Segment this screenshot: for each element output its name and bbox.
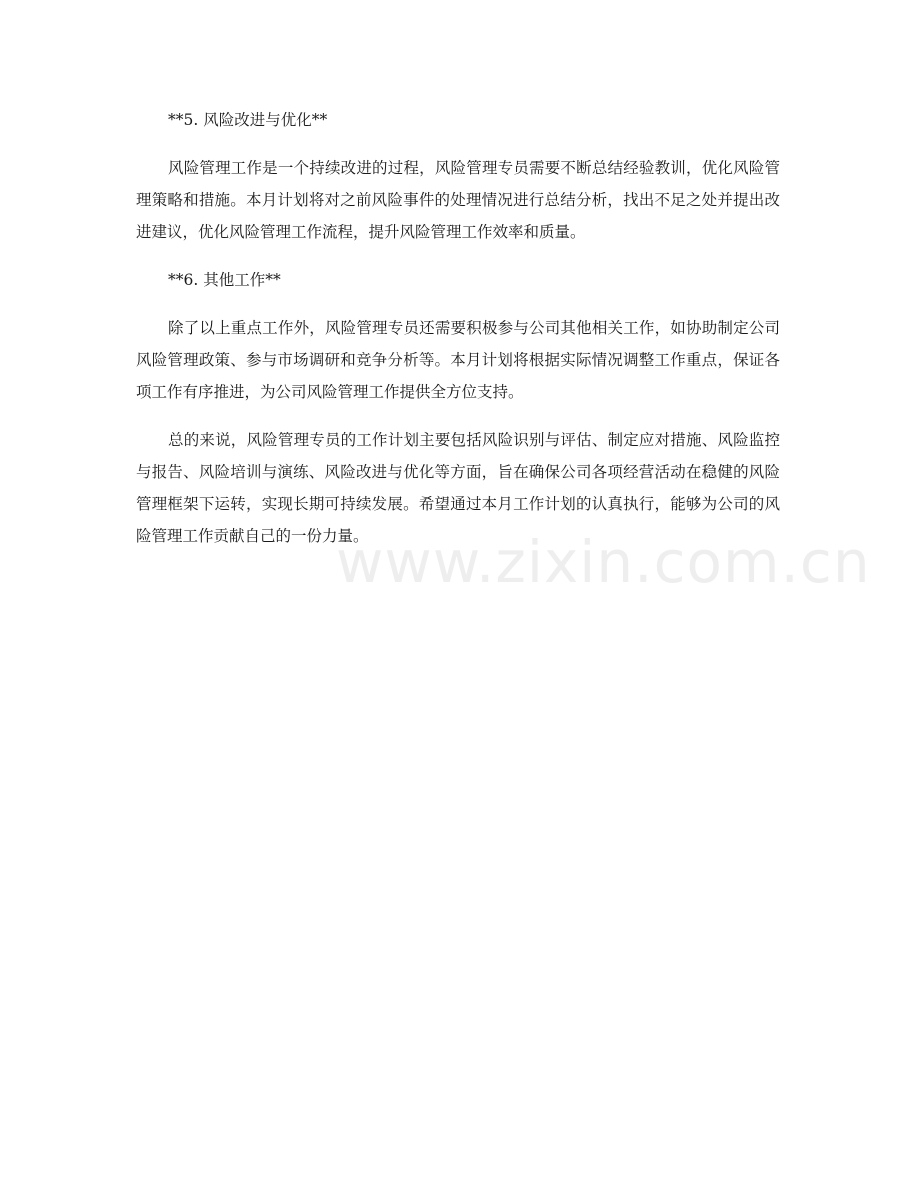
document-body <box>136 104 780 568</box>
watermark: www.zixin.com.cn <box>336 528 871 596</box>
section-5-paragraph: 风险管理工作是一个持续改进的过程，风险管理专员需要不断总结经验教训，优化风险管理策略和措施。本月计划将对之前风险事件的处理情况进行总结分析，找出不足之处并提出改进建议，优化风险管理工作流程，提升风险管理工作效率和质量。 <box>136 159 780 241</box>
section-6-paragraph: 除了以上重点工作外，风险管理专员还需要积极参与公司其他相关工作，如协助制定公司风险管理政策、参与市场调研和竞争分析等。本月计划将根据实际情况调整工作重点，保证各项工作有序推进，为公司风险管理工作提供全方位支持。 <box>136 319 780 401</box>
summary-paragraph: 总的来说，风险管理专员的工作计划主要包括风险识别与评估、制定应对措施、风险监控与报告、风险培训与演练、风险改进与优化等方面，旨在确保公司各项经营活动在稳健的风险管理框架下运转，实现长期可持续发展。希望通过本月工作计划的认真执行，能够为公司的风险管理工作贡献自己的一份力量。 <box>136 431 780 545</box>
section-6-heading: **6. 其他工作** <box>168 271 281 289</box>
section-5-heading: **5. 风险改进与优化** <box>168 111 328 129</box>
